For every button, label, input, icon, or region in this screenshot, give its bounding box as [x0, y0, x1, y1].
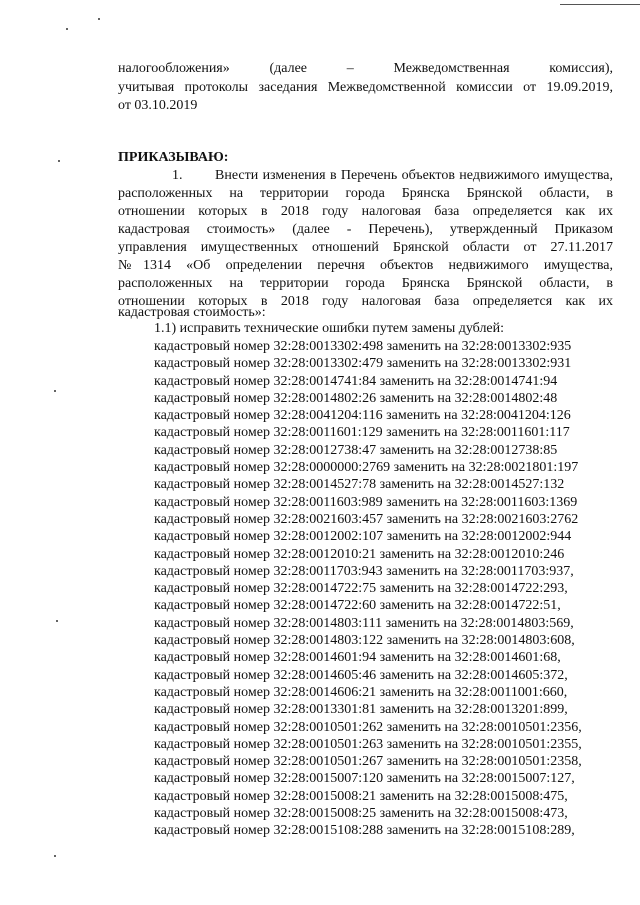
- replacement-line: кадастровый номер 32:28:0012010:21 заменить на 32:28:0012010:246: [154, 546, 565, 562]
- replacement-line: кадастровый номер 32:28:0015108:288 заменить на 32:28:0015108:289,: [154, 823, 575, 839]
- scan-speck: [66, 28, 68, 30]
- item-text-line: расположенных на территории города Брянска Брянской области, в: [118, 276, 613, 291]
- subitem-heading: 1.1) исправить технические ошибки путем замены дублей:: [154, 321, 505, 336]
- replacement-line: кадастровый номер 32:28:0015008:21 заменить на 32:28:0015008:475,: [154, 788, 568, 804]
- intro-line: учитывая протоколы заседания Межведомственной комиссии от 19.09.2019,: [118, 80, 613, 95]
- replacement-line: кадастровый номер 32:28:0041204:116 заменить на 32:28:0041204:126: [154, 408, 571, 424]
- item-text-line: Внести изменения в Перечень объектов недвижимого имущества,: [215, 168, 613, 183]
- scan-speck: [56, 620, 58, 622]
- replacement-line: кадастровый номер 32:28:0014605:46 заменить на 32:28:0014605:372,: [154, 667, 568, 683]
- item-text-line: №1314 «Об определении перечня объектов недвижимого имущества,: [118, 258, 613, 273]
- item-text-line: отношении которых в 2018 году налоговая база определяется как их: [118, 294, 613, 309]
- replacement-line: кадастровый номер 32:28:0011703:943 заменить на 32:28:0011703:937,: [154, 563, 574, 579]
- replacement-line: кадастровый номер 32:28:0014803:122 заменить на 32:28:0014803:608,: [154, 633, 575, 649]
- replacement-line: кадастровый номер 32:28:0000000:2769 заменить на 32:28:0021801:197: [154, 460, 579, 476]
- replacement-line: кадастровый номер 32:28:0014803:111 заменить на 32:28:0014803:569,: [154, 615, 574, 631]
- replacement-line: кадастровый номер 32:28:0013301:81 заменить на 32:28:0013201:899,: [154, 702, 568, 718]
- replacement-line: кадастровый номер 32:28:0010501:262 заменить на 32:28:0010501:2356,: [154, 719, 582, 735]
- item-number: 1.: [172, 168, 183, 183]
- order-heading: ПРИКАЗЫВАЮ:: [118, 150, 229, 165]
- scan-speck: [54, 855, 56, 857]
- replacement-line: кадастровый номер 32:28:0010501:263 заменить на 32:28:0010501:2355,: [154, 736, 582, 752]
- replacement-line: кадастровый номер 32:28:0012002:107 заменить на 32:28:0012002:944: [154, 529, 572, 545]
- replacement-line: кадастровый номер 32:28:0013302:498 заменить на 32:28:0013302:935: [154, 339, 572, 354]
- item-text-line: кадастровая стоимость» (далее - Перечень), утвержденный Приказом: [118, 222, 613, 237]
- replacement-line: кадастровый номер 32:28:0014741:84 заменить на 32:28:0014741:94: [154, 373, 558, 389]
- intro-line: от 03.10.2019: [118, 98, 198, 113]
- scan-edge-line: [560, 4, 640, 5]
- intro-line: налогообложения» (далее – Межведомственная комиссия),: [118, 61, 613, 76]
- replacement-line: кадастровый номер 32:28:0013302:479 заменить на 32:28:0013302:931: [154, 356, 572, 372]
- replacement-line: кадастровый номер 32:28:0012738:47 заменить на 32:28:0012738:85: [154, 442, 558, 458]
- scan-speck: [98, 18, 100, 20]
- replacement-line: кадастровый номер 32:28:0014606:21 заменить на 32:28:0011001:660,: [154, 684, 568, 700]
- replacement-line: кадастровый номер 32:28:0015008:25 заменить на 32:28:0015008:473,: [154, 806, 568, 822]
- replacement-line: кадастровый номер 32:28:0014722:60 заменить на 32:28:0014722:51,: [154, 598, 561, 614]
- item-text-line: отношении которых в 2018 году налоговая база определяется как их: [118, 204, 613, 219]
- replacement-line: кадастровый номер 32:28:0015007:120 заменить на 32:28:0015007:127,: [154, 771, 575, 787]
- replacement-line: кадастровый номер 32:28:0010501:267 заменить на 32:28:0010501:2358,: [154, 754, 582, 770]
- item-text-line: расположенных на территории города Брянска Брянской области, в: [118, 186, 613, 201]
- replacement-line: кадастровый номер 32:28:0014527:78 заменить на 32:28:0014527:132: [154, 477, 565, 493]
- replacement-list: [154, 338, 582, 840]
- replacement-line: кадастровый номер 32:28:0014802:26 заменить на 32:28:0014802:48: [154, 390, 558, 406]
- replacement-line: кадастровый номер 32:28:0014722:75 заменить на 32:28:0014722:293,: [154, 581, 568, 597]
- replacement-line: кадастровый номер 32:28:0011601:129 заменить на 32:28:0011601:117: [154, 425, 570, 441]
- replacement-line: кадастровый номер 32:28:0014601:94 заменить на 32:28:0014601:68,: [154, 650, 561, 666]
- replacement-line: кадастровый номер 32:28:0021603:457 заменить на 32:28:0021603:2762: [154, 511, 579, 527]
- item-text-line: управления имущественных отношений Брянской области от 27.11.2017: [118, 240, 613, 255]
- item-text-line: кадастровая стоимость»:: [118, 305, 266, 320]
- scan-speck: [54, 390, 56, 392]
- replacement-line: кадастровый номер 32:28:0011603:989 заменить на 32:28:0011603:1369: [154, 494, 578, 510]
- scan-speck: [58, 160, 60, 162]
